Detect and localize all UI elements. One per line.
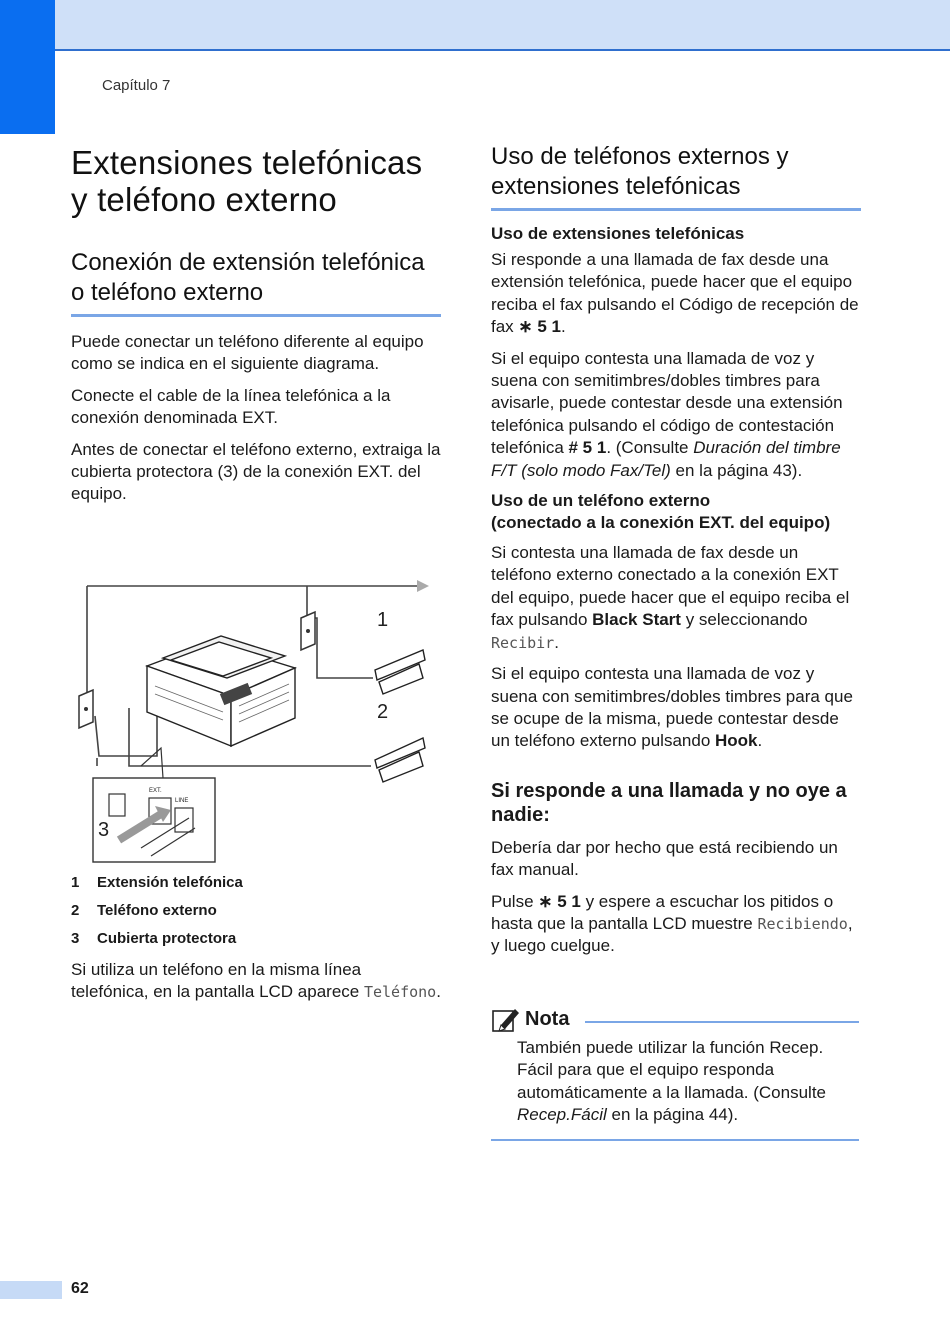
- diagram-legend: [71, 873, 441, 1004]
- left-column: [71, 140, 441, 506]
- header-band: [0, 0, 950, 51]
- note-box: [491, 1003, 859, 1141]
- right-column: [491, 140, 861, 958]
- subheading-extensions: Uso de extensiones telefónicas: [491, 224, 745, 243]
- paragraph-fax-from-extension: Si responde a una llamada de fax desde una extensión telefónica, puede hacer que el equipo reciba el fax pulsando el Código de recepción de fax ∗ 5 1.: [491, 250, 859, 337]
- legend-item: 3 Cubierta protectora: [71, 930, 237, 947]
- connection-diagram: [71, 578, 431, 868]
- note-text: También puede utilizar la función Recep. Fácil para que el equipo responda automáticamente a la llamada. (Consulte Recep.Fácil en la página 44).: [517, 1038, 826, 1125]
- subheading-external-phone: Uso de un teléfono externo (conectado a la conexión EXT. del equipo): [491, 491, 831, 533]
- paragraph-voice-from-extension: Si el equipo contesta una llamada de voz y suena con semitimbres/dobles timbres para avisarle, puede contestar desde una extensión telefónica pulsando el código de contestación telefónica # 5 1. (Consulte Duración del timbre F/T (solo modo Fax/Tel) en la página 43).: [491, 348, 843, 480]
- subheading-no-one: Si responde a una llamada y no oye a nadie:: [491, 779, 847, 826]
- paragraph-press-code: Pulse ∗ 5 1 y espere a escuchar los pitidos o hasta que la pantalla LCD muestre Recibiendo, y luego cuelgue.: [491, 891, 853, 956]
- paragraph-lcd-telefono: Si utiliza un teléfono en la misma línea telefónica, en la pantalla LCD aparece Teléfono.: [71, 960, 441, 1002]
- port-ext-label: EXT.: [149, 788, 162, 794]
- legend-item: 1 Extensión telefónica: [71, 874, 243, 891]
- paragraph-manual-fax: Debería dar por hecho que está recibiendo un fax manual.: [491, 837, 838, 880]
- note-divider: [585, 1021, 859, 1023]
- chapter-tab-marker: [0, 0, 55, 134]
- note-pencil-icon: [491, 1005, 521, 1033]
- paragraph-remove-cover: Antes de conectar el teléfono externo, extraiga la cubierta protectora (3) de la conexión EXT. del equipo.: [71, 439, 441, 504]
- label-external-phone: 2: [377, 701, 389, 723]
- paragraph-fax-from-external: Si contesta una llamada de fax desde un teléfono externo conectado a la conexión EXT del equipo, puede hacer que el equipo reciba el fax pulsando Black Start y seleccionando Recibir.: [491, 543, 850, 652]
- page-title: Extensiones telefónicas y teléfono externo: [71, 144, 423, 218]
- chapter-label: Capítulo 7: [102, 77, 171, 94]
- footer-band: [0, 1281, 62, 1299]
- note-bottom-divider: [491, 1139, 859, 1141]
- section-title-connection: Conexión de extensión telefónica o teléfono externo: [71, 248, 441, 317]
- label-protective-cover: 3: [98, 819, 110, 841]
- label-extension-phone: 1: [377, 609, 389, 631]
- note-label: Nota: [525, 1007, 570, 1030]
- paragraph-connect-cable: Conecte el cable de la línea telefónica a la conexión denominada EXT.: [71, 385, 391, 428]
- legend-item: 2 Teléfono externo: [71, 902, 217, 919]
- section-title-usage: Uso de teléfonos externos y extensiones telefónicas: [491, 142, 861, 211]
- paragraph-voice-from-external: Si el equipo contesta una llamada de voz y suena con semitimbres/dobles timbres para que se ocupe de la misma, puede contestar desde un teléfono externo pulsando Hook.: [491, 664, 853, 751]
- page-number: 62: [71, 1280, 89, 1297]
- port-line-label: LINE: [175, 798, 189, 804]
- link-ring-duration[interactable]: Duración del timbre F/T (solo modo Fax/Tel): [491, 438, 841, 480]
- link-recep-facil[interactable]: Recep.Fácil: [517, 1105, 607, 1125]
- paragraph-connect-phone: Puede conectar un teléfono diferente al equipo como se indica en el siguiente diagrama.: [71, 332, 424, 374]
